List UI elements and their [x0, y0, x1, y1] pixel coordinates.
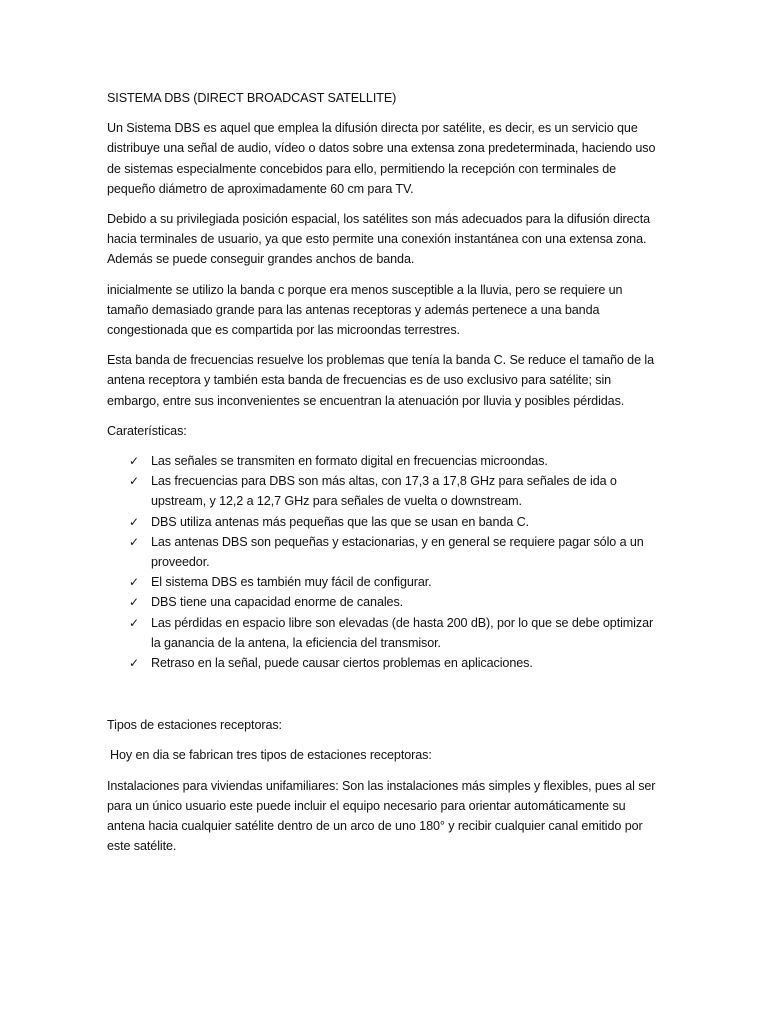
list-item [107, 512, 663, 532]
check-mark-icon: ✓ [129, 534, 139, 549]
list-item [107, 592, 663, 612]
list-item [107, 451, 663, 471]
list-item-text: Retraso en la señal, puede causar ciertos problemas en aplicaciones. [151, 656, 533, 671]
paragraph-intro: Un Sistema DBS es aquel que emplea la difusión directa por satélite, es decir, es un servicio que distribuye una señal de audio, vídeo o datos sobre una extensa zona predeterminada, haciendo uso de sistemas especialmente concebidos para ello, permitiendo la recepción con terminales de pequeño diámetro de aproximadamente 60 cm para TV. [107, 121, 656, 196]
list-item-text: Las señales se transmiten en formato digital en frecuencias microondas. [151, 454, 548, 469]
check-mark-icon: ✓ [129, 514, 139, 529]
stations-heading: Tipos de estaciones receptoras: [107, 718, 282, 733]
check-mark-icon: ✓ [129, 656, 139, 671]
features-list [107, 451, 663, 673]
paragraph-band-c: inicialmente se utilizo la banda c porque era menos susceptible a la lluvia, pero se requiere un tamaño demasiado grande para las antenas receptoras y además pertenece a una banda congestionada que es compartida por las microondas terrestres. [107, 282, 623, 338]
document-title: SISTEMA DBS (DIRECT BROADCAST SATELLITE) [107, 91, 397, 105]
paragraph-stations: Instalaciones para viviendas unifamiliares: Son las instalaciones más simples y flexibles, pues al ser para un único usuario este puede incluir el equipo necesario para orientar automáticamente su antena hacia cualquier satélite dentro de un arco de uno 180° y recibir cualquier canal emitido por este satélite. [107, 778, 656, 854]
list-item-text: DBS utiliza antenas más pequeñas que las que se usan en banda C. [151, 514, 529, 529]
list-item-text: Las frecuencias para DBS son más altas, con 17,3 a 17,8 GHz para señales de ida o upstream, y 12,2 a 12,7 GHz para señales de vuelta o downstream. [151, 474, 617, 509]
paragraph-position: Debido a su privilegiada posición espacial, los satélites son más adecuados para la difusión directa hacia terminales de usuario, ya que esto permite una conexión instantánea con una extensa zona. Además se puede conseguir grandes anchos de banda. [107, 212, 651, 267]
check-mark-icon: ✓ [129, 615, 139, 630]
check-mark-icon: ✓ [129, 454, 139, 469]
list-item [107, 613, 663, 653]
check-mark-icon: ✓ [129, 474, 139, 489]
list-item [107, 572, 663, 592]
document-body [107, 88, 663, 867]
features-heading: Caraterísticas: [107, 423, 187, 438]
paragraph-band-ku: Esta banda de frecuencias resuelve los problemas que tenía la banda C. Se reduce el tamaño de la antena receptora y también esta banda de frecuencias es de uso exclusivo para satélite; sin embargo, entre sus inconvenientes se encuentran la atenuación por lluvia y posibles pérdidas. [107, 353, 654, 408]
list-item [107, 653, 663, 673]
check-mark-icon: ✓ [129, 595, 139, 610]
list-item-text: El sistema DBS es también muy fácil de configurar. [151, 575, 432, 590]
list-item-text: Las antenas DBS son pequeñas y estacionarias, y en general se requiere pagar sólo a un proveedor. [151, 534, 644, 570]
list-item-text: DBS tiene una capacidad enorme de canales. [151, 595, 404, 610]
stations-intro: Hoy en dia se fabrican tres tipos de estaciones receptoras: [110, 748, 432, 763]
section-spacer [107, 683, 663, 715]
list-item-text: Las pérdidas en espacio libre son elevadas (de hasta 200 dB), por lo que se debe optimizar la ganancia de la antena, la eficiencia del transmisor. [151, 615, 654, 650]
check-mark-icon: ✓ [129, 575, 139, 590]
list-item [107, 471, 663, 511]
list-item [107, 532, 663, 572]
